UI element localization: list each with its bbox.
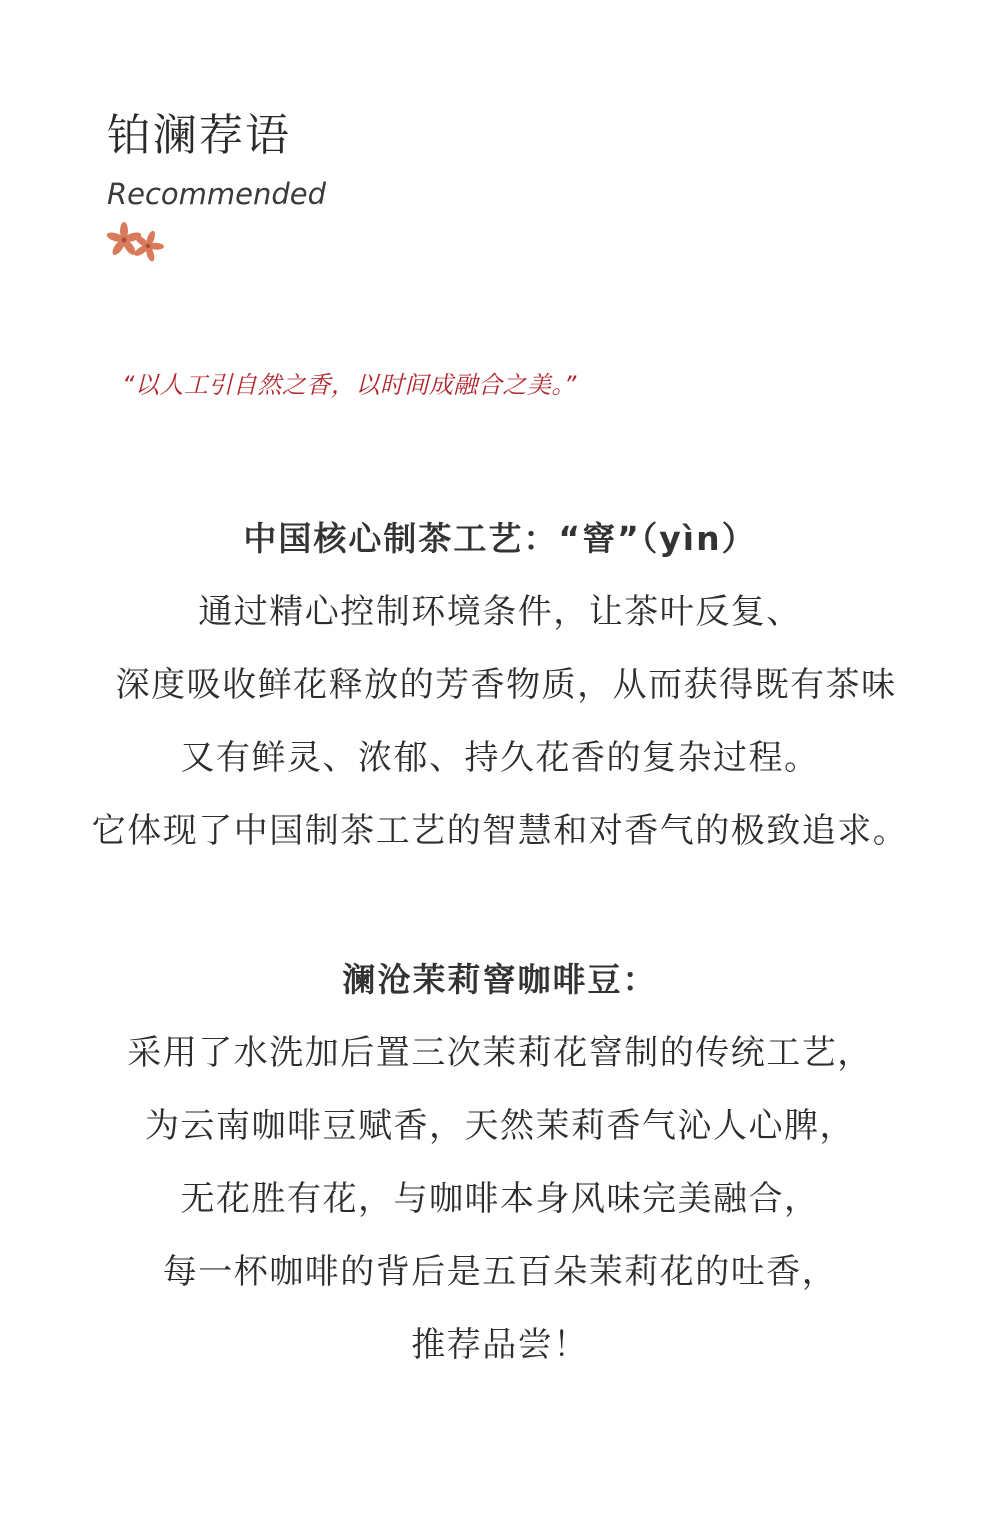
section-body (0, 576, 1000, 868)
osmanthus-flowers-icon (104, 220, 166, 264)
quote-text: “以人工引自然之香，以时间成融合之美。” (122, 371, 577, 399)
body-line: 又有鲜灵、浓郁、持久花香的复杂过程。 (180, 738, 820, 778)
body-line: 每一杯咖啡的背后是五百朵茉莉花的吐香， (162, 1252, 838, 1292)
body-line: 通过精心控制环境条件，让茶叶反复、 (198, 592, 802, 632)
section-jasmine-coffee (0, 953, 1000, 1382)
body-line: 为云南咖啡豆赋香，天然茉莉香气沁人心脾， (145, 1106, 855, 1146)
section-title: 中国核心制茶工艺：“窨”（yìn） (243, 519, 757, 558)
section-title: 澜沧茉莉窨咖啡豆： (342, 960, 658, 999)
section-body (0, 1017, 1000, 1382)
body-line: 它体现了中国制茶工艺的智慧和对香气的极致追求。 (91, 811, 909, 851)
page-title: 铂澜荐语 (107, 110, 291, 161)
page-header (107, 108, 326, 212)
body-line: 推荐品尝！ (411, 1325, 589, 1365)
body-line: 采用了水洗加后置三次茉莉花窨制的传统工艺， (127, 1033, 873, 1073)
section-yin-craft (0, 512, 1000, 868)
body-line: 无花胜有花，与咖啡本身风味完美融合， (180, 1179, 820, 1219)
body-line: 深度吸收鲜花释放的芳香物质，从而获得既有茶味 (103, 665, 897, 705)
page-subtitle: Recommended (107, 177, 327, 211)
